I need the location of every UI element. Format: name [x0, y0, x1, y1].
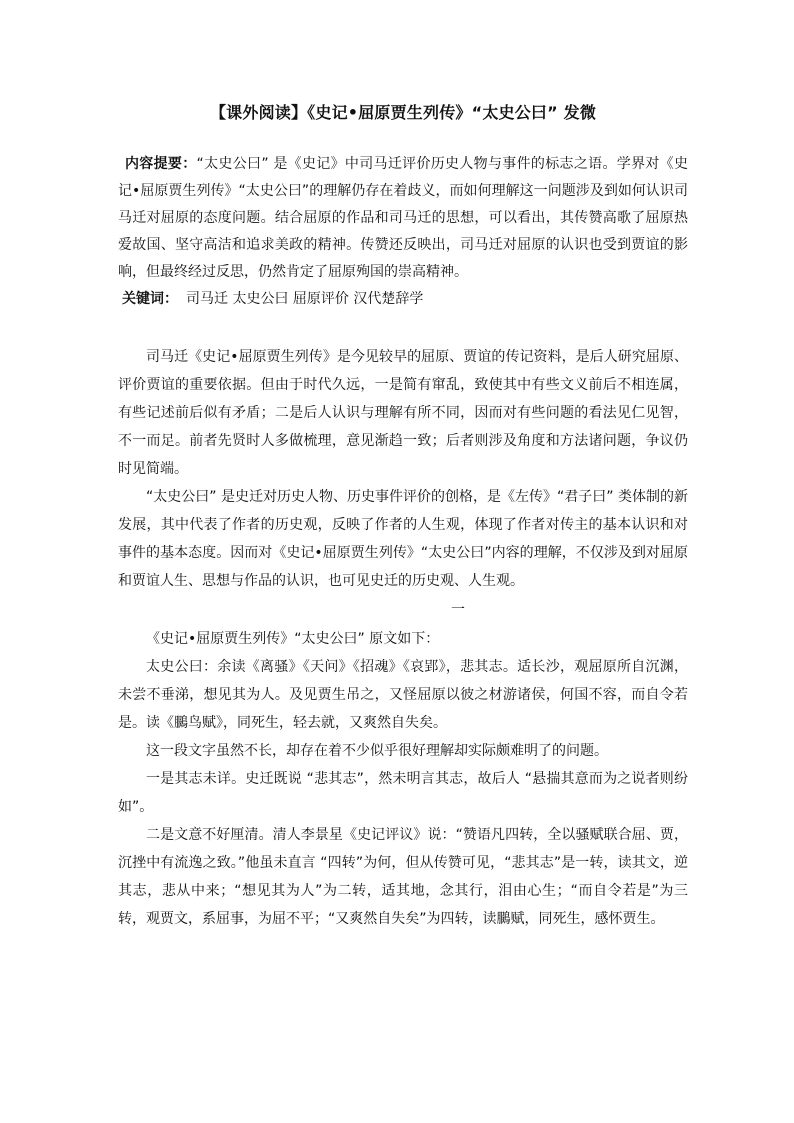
keywords-text: 司马迁 太史公曰 屈原评价 汉代楚辞学: [186, 291, 424, 307]
abstract-label: 内容提要：: [125, 156, 197, 172]
body-paragraph-1: 司马迁《史记•屈原贾生列传》是今见较早的屈原、贾谊的传记资料，是后人研究屈原、评价贾谊的重要依据。但由于时代久远，一是简有窜乱，致使其中有些文义前后不相连属，有些记述前后似有矛盾；二是后人认识与理解有所不同，因而对有些问题的看法见仁见智，不一而足。前者先贤时人多做梳理，意见渐趋一致；后者则涉及角度和方法诸问题，争议仍时见简端。: [118, 349, 688, 477]
keywords: [118, 286, 688, 313]
quote-paragraph: 太史公曰：余读《离骚》《天问》《招魂》《哀郢》，悲其志。适长沙，观屈原所自沉渊，未尝不垂涕，想见其为人。及见贾生吊之，又怪屈原以彼之材游诸侯，何国不容，而自令若是。读《鵩鸟赋》，同死生，轻去就，又爽然自失矣。: [118, 659, 688, 731]
body-paragraph-3: 《史记•屈原贾生列传》“太史公曰” 原文如下：: [146, 631, 440, 647]
document-page: [118, 92, 688, 933]
body-paragraph-6: 二是文意不好厘清。清人李景星《史记评议》说：“赞语凡四转，全以骚赋联合屈、贾，沉挫中有流逸之致。”他虽未直言 “四转”为何，但从传赞可见，“悲其志”是一转，读其文，逆其志，悲从中来；“想见其为人”为二转，适其地，念其行，泪由心生；“而自令若是”为三转，观贾文，系屈事，为屈不平；“又爽然自失矣”为四转，读鵩赋，同死生，感怀贾生。: [118, 827, 688, 927]
abstract-text: “太史公曰” 是《史记》中司马迁评价历史人物与事件的标志之语。学界对《史记•屈原贾生列传》“太史公曰”的理解仍存在着歧义，而如何理解这一问题涉及到如何认识司马迁对屈原的态度问题。结合屈原的作品和司马迁的思想，可以看出，其传赞高歌了屈原热爱故国、坚守高洁和追求美政的精神。传赞还反映出，司马迁对屈原的认识也受到贾谊的影响，但最终经过反思，仍然肯定了屈原殉国的崇高精神。: [118, 156, 688, 280]
body-paragraph-5: 一是其志未详。史迁既说 “悲其志”，然未明言其志，故后人 “悬揣其意而为之说者则纷如”。: [118, 771, 688, 815]
body-paragraph-2: “太史公曰” 是史迁对历史人物、历史事件评价的创格，是《左传》“君子曰” 类体制的新发展，其中代表了作者的历史观，反映了作者的人生观，体现了作者对传主的基本认识和对事件的基本态度。因而对《史记•屈原贾生列传》“太史公曰”内容的理解，不仅涉及到对屈原和贾谊人生、思想与作品的认识，也可见史迁的历史观、人生观。: [118, 489, 688, 589]
document-title: 【课外阅读】《史记•屈原贾生列传》“太史公曰” 发微: [209, 103, 597, 122]
abstract: [118, 151, 688, 286]
body-paragraph-4: 这一段文字虽然不长，却存在着不少似乎很好理解却实际颇难明了的问题。: [146, 743, 608, 759]
keywords-label: 关键词：: [122, 291, 178, 307]
section-marker: 一: [451, 602, 465, 618]
